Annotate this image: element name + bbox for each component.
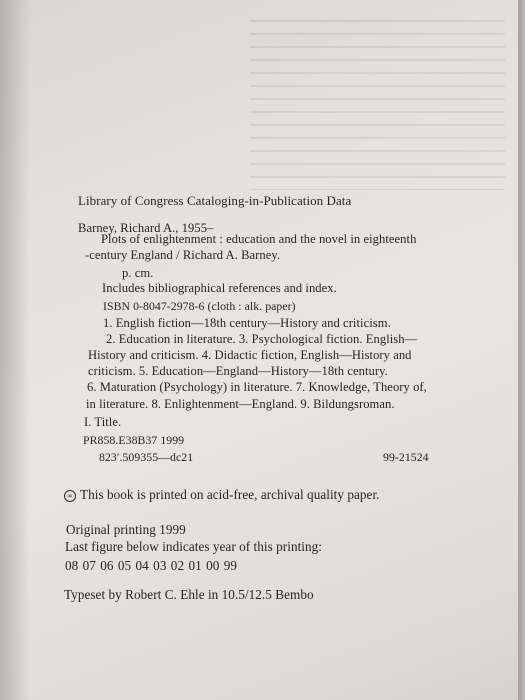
cip-title-line-2: -century England / Richard A. Barney. [85,248,281,262]
cip-subject-line: 1. English fiction—18th century—History and criticism. [103,316,391,330]
cip-pages: p. cm. [122,266,154,280]
cip-isbn: ISBN 0-8047-2978-6 (cloth : alk. paper) [103,299,296,313]
cip-subject-line: 2. Education in literature. 3. Psychological fiction. English— [106,332,418,346]
cip-includes: Includes bibliographical references and index. [102,281,337,295]
acid-free-note [64,487,380,503]
cip-subject-line: 6. Maturation (Psychology) in literature. 7. Knowledge, Theory of, [87,380,427,394]
cip-header: Library of Congress Cataloging-in-Publication Data [78,193,352,208]
original-printing: Original printing 1999 [66,522,186,537]
cip-dewey: 823′.509355—dc21 [99,450,194,464]
typeset-credit: Typeset by Robert C. Ehle in 10.5/12.5 Bembo [64,587,314,602]
cip-subject-line: I. Title. [84,415,122,429]
page-gutter-shadow [0,0,30,700]
cip-title-line-1: Plots of enlightenment : education and the novel in eighteenth [101,232,417,246]
acid-free-text: This book is printed on acid-free, archival quality paper. [80,487,380,502]
cip-call-number: PR858.E38B37 1999 [83,433,185,447]
infinity-seal-icon: ∞ [64,490,76,502]
show-through-text [250,20,505,190]
printing-years: 08 07 06 05 04 03 02 01 00 99 [65,558,237,573]
cip-subject-line: in literature. 8. Enlightenment—England. 9. Bildungsroman. [86,397,395,411]
page-edge [518,0,522,700]
cip-author: Barney, Richard A., 1955– [78,221,214,235]
cip-subject-line: History and criticism. 4. Didactic fiction, English—History and [88,348,412,362]
last-figure-note: Last figure below indicates year of this printing: [65,539,323,554]
cip-subject-line: criticism. 5. Education—England—History—18th century. [88,364,388,378]
cip-lccn: 99-21524 [383,450,429,464]
